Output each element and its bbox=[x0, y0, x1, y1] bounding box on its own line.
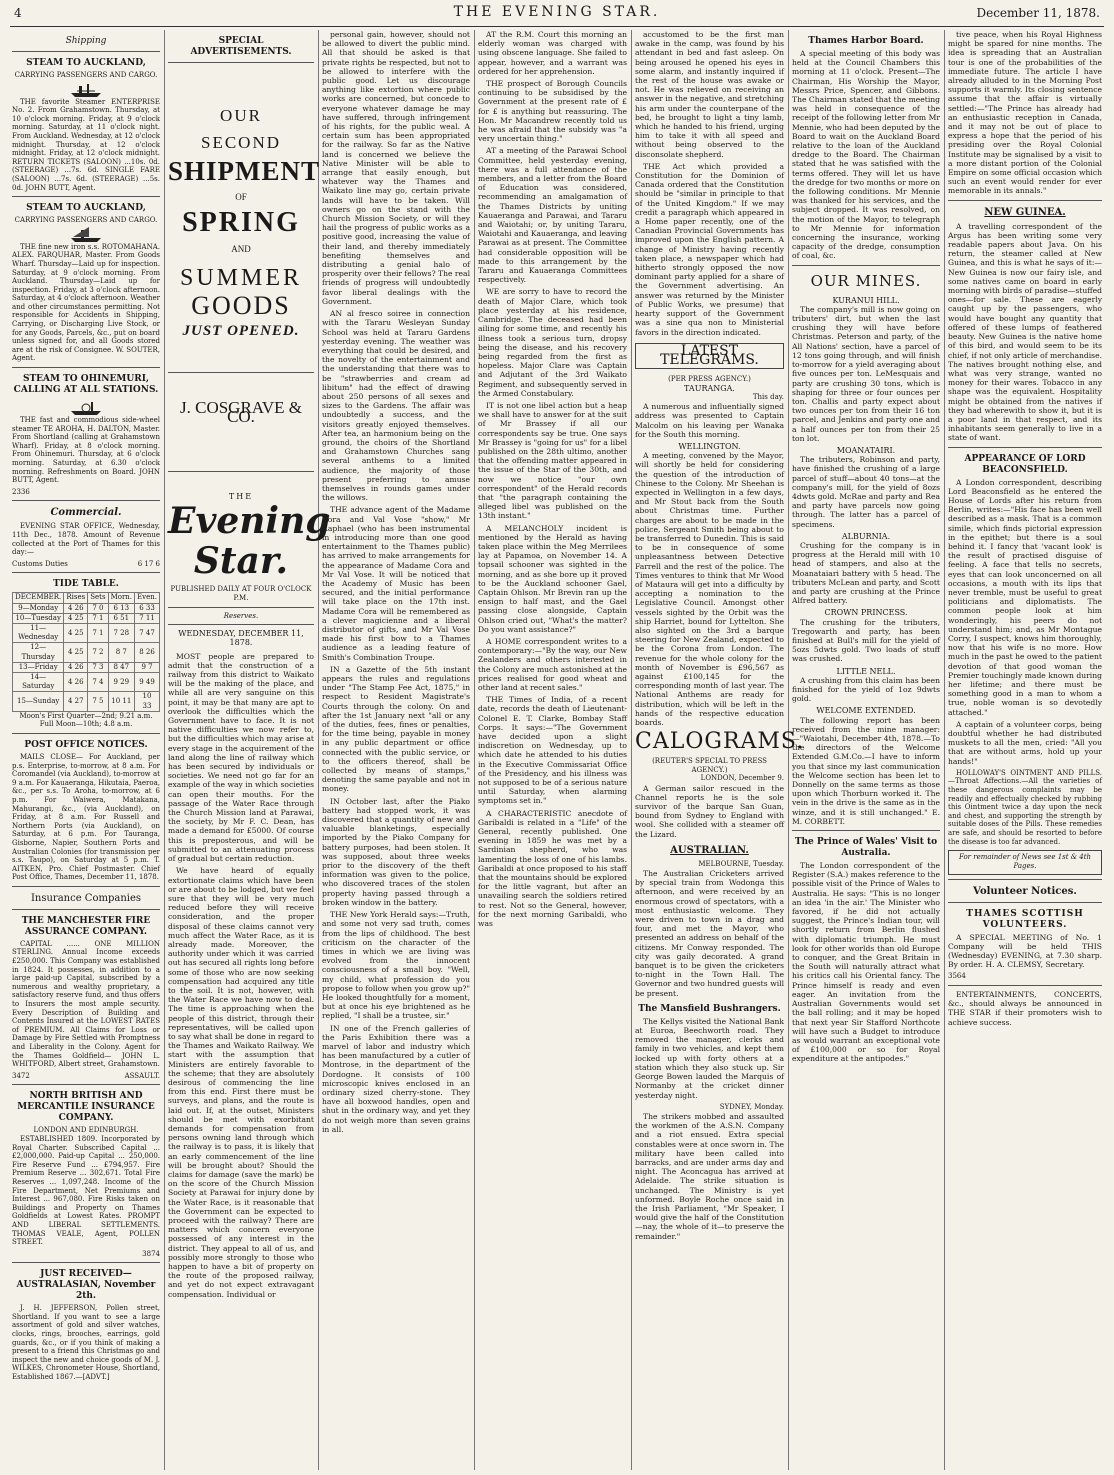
table-row bbox=[13, 643, 160, 662]
table-cell: 6 13 bbox=[108, 603, 134, 613]
ship-illustration bbox=[12, 398, 160, 416]
volunteer-notices-heading: Volunteer Notices. bbox=[973, 885, 1077, 897]
dateline-place: MELBOURNE, Tuesday. bbox=[698, 859, 784, 868]
mine-report: The following report has been received from the mine manager:—"Waiotahi, December 4th, 1878.—To the directors of the Welcome Extended G.M.Co.—I have to inform you that since my last communication the Welcome section has been let to Donnelly on the same terms as those upon which Thorburn worked it. The vein in the drive is the same as in the winze, and it is still unchanged." E. M. CORBETT. bbox=[792, 715, 940, 826]
page-header bbox=[0, 0, 1114, 26]
table-cell: 7 1 bbox=[88, 613, 108, 623]
telegram-text: The strikers mobbed and assaulted the workmen of the A.S.N. Company and a riot ensued. Extra special constables were at once sworn in. The military have been called into barracks, and are under arms day and night. The Aconcagua has arrived at Adelaide. The strike situation is unchanged. The Ministry is yet unformed. Boyle Roche once said in the Irish Parliament, "Mr Speaker, I would give the half of the Constitution—nay, the whole of it—to preserve the remainder." bbox=[635, 1111, 784, 1241]
customs-label: Customs Duties bbox=[12, 559, 68, 568]
ad-footer bbox=[12, 1072, 160, 1081]
dateline-time: This day. bbox=[752, 392, 784, 401]
ad-body: CAPITAL ...... ONE MILLION STERLING. Annual Income exceeds £250,000. This Company was established in 1824. It possesses, in addition to a large paid-up Capital, subscribed by a numerous and wealthy proprietary, a satisfactory reserve fund, and thus offers to Insurers the most ample security. Every Description of Building and Contents Insured at the LOWEST RATES of PREMIUM. All Claims for Loss or Damage by Fire Settled with Promptness and Liberality in the Colony. Agent for the Thames Goldfield— JOHN L. WHITFORD, Albert street, Grahamstown. bbox=[12, 939, 160, 1069]
divider bbox=[12, 909, 160, 910]
publication-note: PUBLISHED DAILY AT FOUR O'CLOCK P.M. bbox=[170, 585, 312, 603]
ad-title: NORTH BRITISH AND MERCANTILE INSURANCE COMPANY. bbox=[17, 1091, 155, 1124]
ad-body: ENTERTAINMENTS, CONCERTS, &c., should always be announced in THE STAR if their promoters wish to achieve success. bbox=[948, 989, 1102, 1027]
table-cell: 4 25 bbox=[64, 643, 88, 662]
masthead: Evening Star. bbox=[168, 500, 331, 583]
divider bbox=[168, 607, 314, 608]
article-paragraph: THE Act which provided a Constitution for the Dominion of Canada ordered that the Constitution should be "similar in principle to that of the United Kingdom." If we may credit a paragraph which appeared in a Home paper recently, one of the Canadian Provincial Governments has improved upon the English pattern. A change of Ministry having recently taken place, a newspaper which had hitherto strongly opposed the now dominant party applied for a share of the Government advertising. An answer was returned by the Minister of Public Works, we presume) that hearty support of the Government was a sine qua non to Ministerial favors in the direction indicated. bbox=[635, 161, 784, 337]
section-heading: Shipping bbox=[65, 36, 107, 46]
table-cell: 4 25 bbox=[64, 623, 88, 642]
mine-report: The tributers, Robinson and party, have finished the crushing of a large parcel of stuff—about 40 tons—at the company's mill, for the yield of 8ozs 4dwts gold. McRae and party and Rea and party have parcels now going through. The latter has a parcel of specimens. bbox=[792, 455, 940, 529]
article-heading: The Prince of Wales' Visit to Australia. bbox=[794, 837, 938, 859]
ad-number: 3564 bbox=[948, 972, 966, 981]
mine-report: The crushing for the tributers, Tregowarth and party, has been finished at Bull's mill for the yield of 5ozs 5dwts gold. Two loads of stuff was crushed. bbox=[792, 617, 940, 664]
ad-body: A SPECIAL MEETING of No. 1 Company will be held THIS (Wednesday) EVENING, at 7.30 sharp. By order. H. A. CLEMSY, Secretary. bbox=[948, 932, 1102, 970]
article-heading: NEW GUINEA. bbox=[984, 206, 1066, 218]
article-paragraph: A travelling correspondent of the Argus has been writing some very readable papers about Java. On his return, the steamer called at New Guinea, and this is what he says of it:—New Guinea is now our fairy isle, and some natives came on board in early morning with birds of paradise—stuffed ones—for sale. These are eagerly caught up by the passengers, who would have bought any quantity that offered of these lumps of feathered beauty. New Guinea is the native home of this bird, and would seem to be its chief, if not only article of merchandise. The natives brought nothing else, and what was very strange, wanted no money for their wares. Tobacco in any shape was the equivalent. Hospitality might be obtained from the natives if they had wherewith to show it, but it is a poor land in that respect, and its inhabitants seem generally to live in a state of want. bbox=[948, 221, 1102, 443]
table-cell: 4 25 bbox=[64, 613, 88, 623]
article-heading: Thames Harbor Board. bbox=[808, 36, 924, 46]
table-cell: 6 51 bbox=[108, 613, 134, 623]
table-row bbox=[13, 603, 160, 613]
article-paragraph: IN a Gazette of the 5th instant appears the rules and regulations under "The Stamp Fee Act, 1875," in respect to Resident Magistrate's Courts through the colony. On and after the 1st January next "all or any of the duties, fees, fines or penalties, for the time being, payable in money in any public department or office connected with the public service, or to the officers thereof, shall be collected by means of stamps," denoting the same payable and not in money. bbox=[322, 664, 470, 794]
table-row bbox=[13, 692, 160, 711]
article-paragraph: THE Times of India, of a recent date, records the death of Lieutenant-Colonel E. T. Clarke, Bombay Staff Corps. It says:—"The Government have decided upon a slight indiscretion on Wednesday, up to which date he attended to his duties in the Executive Commissariat Office of the Presidency, and his illness was not supposed to be of a serious nature until Saturday, when alarming symptoms set in." bbox=[478, 695, 627, 806]
divider bbox=[792, 830, 940, 831]
dateline-place: LONDON, December 9. bbox=[700, 774, 784, 783]
divider bbox=[12, 51, 160, 52]
column-divider bbox=[164, 30, 165, 1470]
table-cell: 10—Tuesday bbox=[13, 613, 64, 623]
article-paragraph: THE prospect of Borough Councils continuing to be subsidised by the Government at the present rate of £ for £ is anything but reassuring. The Hon. Mr Macandrew recently told us he was afraid that the subsidy was "a very uncertain thing." bbox=[478, 79, 627, 144]
steamer-icon bbox=[69, 225, 103, 243]
divider bbox=[168, 471, 314, 472]
table-row bbox=[13, 623, 160, 642]
article-paragraph: THE New York Herald says:—Truth, and some not very sad truth, comes from the lips of childhood. The best criticism on the character of the times in which we are living was evolved from the innocent consciousness of a small boy. "Well, my child, what profession do you propose to follow when you grow up?" He looked thoughtfully for a moment, but at once his eye brightened as he replied, "I shall be a trustee, sir." bbox=[322, 910, 470, 1021]
special-ads-heading: SPECIAL ADVERTISEMENTS. bbox=[190, 36, 292, 57]
ad-line: SUMMER bbox=[179, 265, 303, 292]
table-cell: 4 26 bbox=[64, 603, 88, 613]
divider bbox=[12, 733, 160, 734]
ad-title: STEAM TO AUCKLAND, bbox=[26, 203, 146, 214]
table-header-row bbox=[13, 593, 160, 603]
ad-number: 3472 bbox=[12, 1071, 30, 1080]
ad-tag: ASSAULT. bbox=[124, 1071, 160, 1080]
column-header: Rises bbox=[64, 593, 88, 603]
divider bbox=[948, 200, 1102, 201]
editorial-paragraph: MOST people are prepared to admit that the construction of a railway from this district to Waikato will be the making of the place, and while all are very sanguine on this point, it may be that many are apt to overlook the difficulties which the Government have to face. It is not native difficulties we now refer to, but the difficulties which may arise at every stage in the acquirement of the land along the line of railway which has been secured by individuals or societies. We need not go far for an example of the way in which societies can open their mouths. For the passage of the Water Race through the Church Mission land at Parawai, the society, by Mr F. C. Dean, has made a demand for £5000. Of course this is preposterous, and will be submitted to an attenuating process of gradual but certain reduction. bbox=[168, 651, 314, 864]
column-header: Sets bbox=[88, 593, 108, 603]
masthead-the: THE bbox=[228, 492, 254, 502]
ad-subtitle: CARRYING PASSENGERS AND CARGO. bbox=[14, 71, 158, 79]
table-cell: 9—Monday bbox=[13, 603, 64, 613]
table-cell: 9 7 bbox=[135, 662, 160, 672]
article-paragraph: A London correspondent, describing Lord Beaconsfield as he entered the House of Lords after his return from Berlin, writes:—"His face has been well described as a mask. That is a common simile, which finds pictorial expression in the epithet; but there is a soul behind it. I fancy that 'vacant look' is the result of practised disguise of feeling. A face that tells no secrets, eyes that can look unconcerned on all occasions, a mouth with its lips that never tremble, must be useful to great politicians and diplomatists. The common people look at him wonderingly, his peers do not understand him; and, as Mr Montague Corry, I suspect, knows him thoroughly, now that his wife is no more. How much in the past he owed to the patient devotion of that good woman the Premier touchingly made known during her lifetime; and there must be something good in a man to whom a true, noble woman is so devotedly attached." bbox=[948, 477, 1102, 717]
ad-line: AND bbox=[231, 244, 251, 255]
article-paragraph: WE are sorry to have to record the death of Major Clare, which took place yesterday at his residence, Cambridge. The deceased had been ailing for some time, and recently his illness took a serious turn, dropsy being the disease, and his recovery being regarded from the first as hopeless. Major Clare was Captain and Adjutant of the 3rd Waikato Regiment, and subsequently served in the Armed Constabulary. bbox=[478, 287, 627, 398]
column-divider bbox=[318, 30, 319, 1470]
ship-illustration bbox=[12, 80, 160, 98]
table-cell: 13—Friday bbox=[13, 662, 64, 672]
table-cell: 7 11 bbox=[135, 613, 160, 623]
table-cell: 7 5 bbox=[88, 692, 108, 711]
ad-line: SHIPMENT bbox=[168, 156, 321, 187]
divider bbox=[168, 624, 314, 625]
table-cell: 10 33 bbox=[135, 692, 160, 711]
column-header: Morn. bbox=[108, 593, 134, 603]
article-heading: The Mansfield Bushrangers. bbox=[638, 1003, 781, 1014]
commercial-body: EVENING STAR OFFICE, Wednesday, 11th Dec., 1878. Amount of Revenue collected at the Port of Thames for this day:— bbox=[12, 522, 160, 557]
ad-title: STEAM TO AUCKLAND, bbox=[26, 58, 146, 68]
telegram-text: The Australian Cricketers arrived by special train from Wodonga this afternoon, and were received by an enormous crowd of spectators, with a most enthusiastic welcome. They were driven to town in a drag and four, and met the Mayor, who presented an address on behalf of the citizens. Mr Conway responded. The city was gaily decorated. A grand banquet is to be given the cricketers to-night in the Town Hall. The Governor and two hundred guests will be present. bbox=[635, 869, 784, 998]
article-heading: APPEARANCE OF LORD BEACONSFIELD. bbox=[964, 453, 1086, 475]
dateline-place: WELLINGTON. bbox=[678, 441, 741, 451]
dateline-place: SYDNEY, Monday. bbox=[719, 1102, 784, 1111]
ad-line: JUST OPENED. bbox=[182, 322, 300, 339]
column-divider bbox=[474, 30, 475, 1470]
table-cell: 8 47 bbox=[108, 662, 134, 672]
column-header: Even. bbox=[135, 593, 160, 603]
ad-title: JUST RECEIVED— AUSTRALASIAN, November 2th. bbox=[16, 1269, 156, 1302]
divider bbox=[12, 1262, 160, 1263]
ad-line: SPRING bbox=[182, 206, 300, 238]
divider bbox=[168, 372, 314, 373]
telegram-text: A meeting, convened by the Mayor, will shortly be held for considering the question of the introduction of Chinese to the Colony. Mr Sheehan is expected in Wellington in a few days, and Mr Stout back from the South about Christmas time. Further charges are about to be made in the police, Sergeant Smith being about to be transferred to Dunedin. This is said to be in consequence of some unpleasantness between Detective Farrell and the rest of the police. The Times ventures to think that Mr Wood of Mataura will get into a difficulty by accepting a nomination to the Legislative Council. Amongst other vessels sighted by the Orbit was the ship Harriet, bound for Lyttelton. She also sighted on the 3rd a barque steering for New Zealand, expected to be the Corona from London. The revenue for the whole colony for the month of November is £96,567 as against £100,145 for the corresponding month of last year. The National Anthems are ready for distribution, which will be left in the hands of the respective education boards. bbox=[635, 451, 784, 728]
advertiser-name: J. COSGRAVE & CO. bbox=[179, 397, 303, 427]
article-paragraph: IN one of the French galleries of the Paris Exhibition there was a marvel of labor and industry which has been manufactured by a cutler of Montrose, in the department of the Dordogne. It consists of 100 microscopic knives enclosed in an ordinary sized cherry-stone. They have all boxwood handles, open and shut in the ordinary way, and yet they do not weigh more than seven grains in all. bbox=[322, 1023, 470, 1134]
latest-telegrams-heading: LATEST TELEGRAMS. bbox=[635, 343, 784, 369]
column-1 bbox=[12, 30, 160, 1470]
divider bbox=[12, 500, 160, 501]
divider bbox=[948, 985, 1102, 986]
telegram-text: A numerous and influentially signed address was presented to Captain Malcolm on his leaving per Wanaka for the South this morning. bbox=[635, 402, 784, 439]
article-paragraph: The Kellys visited the National Bank at Euroa, Beechworth road. They removed the manager, clerks and family in two vehicles, and kept them locked up with forty others at a station which they also stuck up. Sir George Bowen lauded the Marquis of Normanby at the cricket dinner yesterday night. bbox=[635, 1016, 784, 1100]
mine-name: MOANATAIRI. bbox=[836, 445, 896, 455]
tide-table bbox=[12, 592, 160, 711]
divider bbox=[948, 902, 1102, 903]
divider bbox=[12, 572, 160, 573]
table-cell: 7 2 bbox=[88, 643, 108, 662]
article-paragraph: IT is not one libel action but a heap we shall have to answer for at the suit of Mr Brassey if all our correspondents say be true. One says Mr Brassey is "going for us" for a libel published on the 28th ultimo, another that the offending matter appeared in the issue of the Star of the 30th, and now we notice "our own correspondent" of the Herald records that "the paragraph containing the alleged libel was published on the 13th instant." bbox=[478, 400, 627, 521]
page-number: 4 bbox=[14, 6, 22, 20]
article-paragraph: A HOME correspondent writes to a contemporary:—"By the way, our New Zealanders and others interested in the Colony are much astonished at the prices realised for good wheat and other land at recent sales." bbox=[478, 637, 627, 693]
article-paragraph: A CHARACTERISTIC anecdote of Garibaldi is related in a "Life" of the General, recently published. One evening in 1859 he was met by a Sardinian shepherd, who was lamenting the loss of one of his lambs. Garibaldi at once proposed to his staff that the mountains should be explored for the little vagrant, but after an unavailing search the soldiers retired to rest. Not so the General, however, for the next morning Garibaldi, who was bbox=[478, 808, 627, 929]
column-6 bbox=[792, 30, 940, 1470]
reserves-note: Reserves. bbox=[223, 611, 259, 620]
article-paragraph: A captain of a volunteer corps, being doubtful whether he had distributed muskets to all the men, cried: "All you that are without arms, hold up your hands!" bbox=[948, 719, 1102, 766]
ad-title: THE MANCHESTER FIRE ASSURANCE COMPANY. bbox=[21, 915, 151, 937]
ad-line: SECOND bbox=[200, 133, 281, 153]
column-header: DECEMBER. bbox=[13, 593, 64, 603]
mines-heading: OUR MINES. bbox=[810, 271, 922, 290]
table-cell: 14—Saturday bbox=[13, 672, 64, 691]
customs-row bbox=[12, 560, 160, 569]
ad-body: ESTABLISHED 1809. Incorporated by Royal Charter. Subscribed Capital ... £2,000,000. Paid-up Capital ... 250,000. Fire Reserve Fund ... £794,957. Fire Premium Reserve ... 302,671. Total Fire Reserves ... 1,097,248. Income of the Fire Department, Net Premiums and Interest ... 967,080. Fire Risks taken on Buildings and Property on Thames Goldfields at Lowest Rates. PROMPT AND LIBERAL SETTLEMENTS. THOMAS VEALE, Agent, POLLEN STREET. bbox=[12, 1134, 160, 1247]
mine-name: LITTLE NELL. bbox=[836, 666, 896, 676]
tide-table-heading: TIDE TABLE. bbox=[53, 579, 119, 590]
divider bbox=[12, 196, 160, 197]
column-7 bbox=[948, 30, 1102, 1470]
ship-illustration bbox=[12, 225, 160, 243]
mine-name: WELCOME EXTENDED. bbox=[816, 706, 916, 716]
column-4 bbox=[478, 30, 627, 1470]
ad-title: THAMES SCOTTISH VOLUNTEERS. bbox=[966, 908, 1084, 930]
divider bbox=[792, 265, 940, 266]
divider bbox=[12, 886, 160, 887]
ad-line: OF bbox=[235, 191, 247, 202]
article-paragraph: The London correspondent of the Register (S.A.) makes reference to the possible visit of the Prince of Wales to Australia. He says: "This is no longer an idea 'in the air.' The Minister who favored, if he did not actually suggest, the Prince's Indian tour, will shortly return from Berlin flushed with diplomatic triumph. He must look for other worlds than old Europe to conquer, and the Great Britain in the South will naturally attract what his critics call his Oriental fancy. The Prince himself is ready and even eager. An invitation from the Australian Governments would set the ball rolling; and it may be hoped that next year Sir Stafford Northcote will have such a Budget to introduce as would warrant an exceptional vote of £100,000 or so for Royal expenditure at the antipodes." bbox=[792, 861, 940, 1064]
ad-title: STEAM TO OHINEMURI, CALLING AT ALL STATIONS. bbox=[13, 374, 159, 396]
table-cell: 9 29 bbox=[108, 672, 134, 691]
mine-report: The company's mill is now going on tributers' dirt, but when the last crushing they will have before Christmas. Peterson and party, of the All Nations' section, have a parcel of 12 tons going through, and will finish to-morrow for a yield averaging about five ounces per ton. LeMesquais and party are crushing 30 tons, which is shaping for three or four ounces per ton. Challis and party expect about two ounces per ton from their 16 ton parcel, and Jenkins and party one and a half ounces per ton from their 25 ton lot. bbox=[792, 304, 940, 443]
table-cell: 7 3 bbox=[88, 662, 108, 672]
header-rule bbox=[10, 26, 1104, 27]
editorial-dateline: WEDNESDAY, DECEMBER 11, 1878. bbox=[178, 629, 304, 648]
ad-subtitle: CARRYING PASSENGERS AND CARGO. bbox=[14, 216, 158, 225]
divider bbox=[948, 447, 1102, 448]
patent-medicine-ad: HOLLOWAY'S OINTMENT AND PILLS.—Throat Affections.—All the varieties of these dangerous complaints may be readily and effectually checked by rubbing this Ointment twice a day upon the neck and chest, and supporting the strength by suitable doses of the Pills. These remedies are safe, and should be resorted to before the disease is too far advanced. bbox=[948, 768, 1102, 846]
telegram-text: A German sailor rescued in the Channel reports he is the sole survivor of the barque San Guan, bound from Sydney to England with wool. She collided with a steamer off the Lizard. bbox=[635, 783, 784, 839]
cosgrave-advertisement bbox=[168, 67, 321, 427]
table-cell: 7 1 bbox=[88, 623, 108, 642]
table-row bbox=[13, 672, 160, 691]
article-paragraph: accustomed to be the first man awake in the camp, was found by his attendant in bed and fast asleep. On being aroused he opened his eyes in some alarm, and instantly inquired if the rest of the house was awake or not. He was relieved on receiving an answer in the negative, and stretching his arm under the counterpane of the bed, he brought to light a tiny lamb, which he handed to his friend, urging him to take it with all speed and without being observed to the disconsolate shepherd. bbox=[635, 30, 784, 159]
table-row bbox=[13, 613, 160, 623]
steamer-icon bbox=[69, 398, 103, 416]
article-paragraph: A MELANCHOLY incident is mentioned by the Herald as having taken place within the Meg Merrilees lay at Papamoa, on November 14. A topsail schooner was sighted in the morning, and as she bore up it proved to be the Auckland schooner Gael, Captain Ohlson. Mr Brevin ran up the ensign to half mast, and the Gael passing close alongside, Captain Ohlson cried out, "What's the matter? Do you want assistance?" bbox=[478, 523, 627, 634]
ad-line: GOODS bbox=[191, 291, 291, 321]
continuation-note: For remainder of News see 1st & 4th Pages. bbox=[948, 850, 1102, 874]
ad-line: OUR bbox=[220, 106, 262, 125]
table-cell: 7 47 bbox=[135, 623, 160, 642]
ad-number: 3874 bbox=[142, 1249, 160, 1258]
newspaper-title: THE EVENING STAR. bbox=[453, 4, 661, 20]
mine-name: CROWN PRINCESS. bbox=[824, 608, 908, 618]
table-cell: 4 26 bbox=[64, 662, 88, 672]
table-cell: 12—Thursday bbox=[13, 643, 64, 662]
column-divider bbox=[631, 30, 632, 1470]
ad-body: THE favorite Steamer ENTERPRISE No. 2. From Grahamstown. Thursday, at 10 o'clock morning. Friday, at 9 o'clock morning. Saturday, at 11 o'clock night. From Auckland. Wednesday, at 12 o'clock midnight. Thursday, at 12 o'clock midnight. Friday, at 12 o'clock midnight. RETURN TICKETS (SALOON) ...10s. 0d. (STEERAGE) ...7s. 6d. SINGLE FARE (SALOON) ...7s. 6d. (STEERAGE) ...5s. 0d. JOHN BUTT, Agent. bbox=[12, 97, 160, 192]
ad-number: 2336 bbox=[12, 487, 30, 496]
divider bbox=[168, 62, 314, 63]
divider bbox=[12, 1084, 160, 1085]
table-cell: 11—Wednesday bbox=[13, 623, 64, 642]
table-cell: 8 7 bbox=[108, 643, 134, 662]
article-paragraph: THE advance agent of the Madame Cora and Val Vose "show," Mr Raphael (who has been instrumental in introducing more than one good entertainment to the Thames public) has arrived to make arrangements for the appearance of Madame Cora and Mr Val Vose. It will be noticed that the Academy of Music has been secured, and the initial performance will take place on the 17th inst. Madame Cora will be remembered as a clever magicienne and a liberal distributor of gifts, and Mr Val Vose made his first bow to a Thames audience as a leading feature of Smith's Combination Troupe. bbox=[322, 505, 470, 662]
divider bbox=[948, 879, 1102, 880]
page-date: December 11, 1878. bbox=[976, 6, 1100, 20]
dateline-place: TAURANGA. bbox=[684, 383, 735, 393]
editorial-paragraph: We have heard of equally extortionate claims which have been or are about to be lodged, but we feel sure that they will be very much reduced before they will receive consideration, and the proper disposal of these claims cannot very much affect the Water Race, as it is already made. Moreover, the authority under which it was carried out has secured all rights long before some of those who are now seeking compensation had acquired any title to the soil. It is not, however, with the Water Race we have now to deal. The time is approaching when the people of this district, through their representatives, will be called upon to say what shall be done in regard to the Thames and Waikato Railway. We start with the assumption that Ministers are entirely favorable to the scheme; that they are absolutely desirous of commencing the line from this end. First there must be surveys, and plans, and the route is laid out. If, at the outset, Ministers should be met with exorbitant demands for compensation from persons owning land through which the railway is to pass, it is likely that an early commencement of the line will be brought about? Should the claims for damage (save the mark) be on the score of the Church Mission Society at Parawai for injury done by the Water Race, is it reasonable that the Government can be expected to proceed with the railway? There are matters which concern everyone possessed of any interest in the district. They appeal to all of us, and possibly more strongly to those who happen to have a bit of property on the route of the proposed railway, and yet do not expect extravagant compensation. Individual or bbox=[168, 866, 314, 1299]
table-row bbox=[13, 662, 160, 672]
table-cell: 4 26 bbox=[64, 672, 88, 691]
calograms-source: (REUTER'S SPECIAL TO PRESS AGENCY.) bbox=[652, 757, 767, 774]
mine-report: A crushing from this claim has been finished for the yield of 1oz 9dwts gold. bbox=[792, 675, 940, 704]
table-cell: 4 27 bbox=[64, 692, 88, 711]
article-paragraph: personal gain, however, should not be allowed to divert the public mind. All that should be asked is that private rights be respected, but not to be allowed to interfere with the public good. Let us discourage anything like extortion where public works are concerned, but concede to everyone whatever damage he may have suffered, through infringement of his rights, for the public weal. A certain sum has been appropriated for the railway. So far as the Native land is concerned we believe the Native Minister will be able to arrange that easily enough, but whatever way the Thames and Waikato line may go, certain private lands will have to be taken. Will owners go on the stand with the Church Mission Society, or will they hail the progress of public works as a positive good, increasing the value of their land, and thereby immediately benefiting themselves and distributing a genial halo of prosperity over their fellows? The real friends of progress will undoubtedly favor liberal dealings with the Government. bbox=[322, 30, 470, 306]
mine-name: ALBURNIA. bbox=[841, 531, 891, 541]
column-divider bbox=[944, 30, 945, 1470]
steamer-icon bbox=[69, 80, 103, 98]
ad-subtitle: LONDON AND EDINBURGH. bbox=[33, 1126, 139, 1135]
table-cell: 8 26 bbox=[135, 643, 160, 662]
article-paragraph: tive peace, when his Royal Highness might be spared for nine months. The idea is spreading that an Australian tour is one of the probabilities of the immediate future. The article I have already alluded to in the Morning Post supports it warmly. Its closing sentence assume that the affair is virtually settled:—"The Prince has already had an enthusiastic reception in Canada, and it may not be out of place to express a hope that the period of his presiding over the Royal Colonial Institute may be signalised by a visit to a more distant portion of the Colonial Empire on some official occasion which such an event would render for ever memorable in its annals." bbox=[948, 30, 1102, 196]
article-paragraph: AT the R.M. Court this morning an elderly woman was charged with using obscene language. She failed to appear, however, and a warrant was ordered for her apprehension. bbox=[478, 30, 627, 76]
table-cell: 7 4 bbox=[88, 672, 108, 691]
customs-value: 6 17 6 bbox=[137, 559, 160, 568]
ad-body: THE fast and commodious side-wheel steamer TE AROHA, H. DALTON, Master. From Shortland (calling at Grahamstown Wharf). Friday, at 8 o'clock morning. From Ohinemuri. Thursday, at 6 o'clock morning. Saturday, at 6.30 o'clock morning. Refreshments on Board. JOHN BUTT, Agent. bbox=[12, 416, 160, 485]
column-3 bbox=[322, 30, 470, 1470]
column-2 bbox=[168, 30, 331, 1470]
commercial-heading: Commercial. bbox=[50, 507, 122, 519]
insurance-heading: Insurance Companies bbox=[30, 892, 142, 904]
divider bbox=[12, 367, 160, 368]
post-office-body: MAILS CLOSE— For Auckland, per p.s. Enterprise, to-morrow, at 8 a.m. For Coromandel (via Auckland), to-morrow at 9 a.m. For Kauaeranga, Hikutaia, Paeroa, &c., per s.s. To Aroha, to-morrow, at 6 p.m. For Waiwera, Matakana, Mahurangi, &c., (via Auckland), on Friday, at 8 a.m. For Russell and Northern Ports (via Auckland), on Saturday, at 6 p.m. For Tauranga, Gisborne, Napier, Southern Ports and Australian Colonies (for transmission per s.s. Taupo), on Saturday at 5 p.m. T. AITKEN, Pro. Chief Postmaster. Chief Post Office, Thames, December 11, 1878. bbox=[12, 752, 160, 882]
telegrams-source: (PER PRESS AGENCY.) bbox=[668, 375, 751, 384]
article-paragraph: IN October last, after the Piako battery had stopped work, it was discovered that a quantity of new and valuable blanketings, especially imported by the Piako Company for battery purposes, had been stolen. It was supposed, about three weeks prior to the discovery of the theft information was given to the police, who discovered traces of the stolen property having passed through a broken window in the battery. bbox=[322, 796, 470, 907]
mine-name: KURANUI HILL. bbox=[832, 295, 900, 305]
table-cell: 15—Sunday bbox=[13, 692, 64, 711]
table-cell: 10 11 bbox=[108, 692, 134, 711]
ad-body: THE fine new iron s.s. ROTOMAHANA. ALEX. FARQUHAR, Master. From Goods Wharf. Thursday—Laid up for inspection. Saturday, at 9 o'clock morning. From Auckland. Thursday—Laid up for inspection. Friday, at 3 o'clock afternoon. Saturday, at 4 o'clock afternoon. Weather and other circumstances permitting. Not responsible for Accidents in Shipping, Carrying, or Discharging Live Stock, or for any Goods, Parcels, &c., put on board unless signed for, and all Goods stored are at the risk of Consignee. W. SOUTER, Agent. bbox=[12, 242, 160, 363]
table-cell: 6 33 bbox=[135, 603, 160, 613]
moon-phases: Moon's First Quarter—2nd; 9.21 a.m. Full Moon—10th; 4.8 a.m. bbox=[19, 711, 153, 729]
post-office-heading: POST OFFICE NOTICES. bbox=[24, 739, 148, 750]
table-cell: 9 49 bbox=[135, 672, 160, 691]
calograms-heading: CALOGRAMS. bbox=[635, 729, 805, 755]
article-paragraph: A special meeting of this body was held at the Council Chambers this morning at 11 o'clock. Present—The Chairman, His Worship the Mayor, Messrs Price, Spencer, and Gibbons. The Chairman stated that the meeting was held in consequence of the receipt of the following letter from Mr Mennie, who had been deputed by the Board to wait on the Auckland Board relative to the loan of the Auckland dredge to the Board. The Chairman stated that he was satisfied with the terms offered. They will let us have the dredge for two months or more on the following conditions. Mr Mennie was thanked for his services, and the subject dropped. It was resolved, on the motion of the Mayor, to telegraph to Mr Mennie for information concerning the insurance, working capacity of the dredge, consumption of coal, &c. bbox=[792, 49, 940, 261]
table-cell: 7 0 bbox=[88, 603, 108, 613]
column-5 bbox=[635, 30, 805, 1470]
article-paragraph: AN al fresco soiree in connection with the Tararu Wesleyan Sunday School was held at Tararu Gardens yesterday evening. The weather was everything that could be desired, and the novelty of the entertainment and the understanding that there was to be "strawberries and cream ad libitum" had the effect of drawing about 250 persons of all sexes and sizes to the Gardens. The affair was undoubtedly a success, and the visitors greatly enjoyed themselves. After tea, an harmonium being on the ground, the choirs of the Shortland and Grahamstown Churches sang several anthems to a limited audience, the majority of those present preferring to amuse themselves in rounds games under the willows. bbox=[322, 309, 470, 503]
ad-body: J. H. JEFFERSON, Pollen street, Shortland. If you want to see a large assortment of gold and silver watches, clocks, rings, brooches, earrings, gold guards, &c., or if you think of making a present to a friend this Christmas go and inspect the new and choice goods of M. J. WILKES, Chronometer House, Shortland, Established 1867.—[ADVT.] bbox=[12, 1304, 160, 1382]
article-paragraph: AT a meeting of the Parawai School Committee, held yesterday evening, there was a full attendance of the members, and a letter from the Board of Education was considered, recommending an amalgamation of the Thames Districts by uniting Kauaeranga and Parawai, and Tararu and Waiotahi; or, by uniting Tararu, Waiotahi and Kauaeranga, and leaving Parawai as at present. The Committee had considerable opposition will be made to this arrangement by the Tararu and Kauaeranga Committees respectively. bbox=[478, 146, 627, 285]
australian-heading: AUSTRALIAN. bbox=[670, 844, 749, 856]
table-cell: 7 28 bbox=[108, 623, 134, 642]
mine-report: Crushing for the company is in progress at the Herald mill with 10 head of stampers, and also at the Moanataiari battery with 5 head. The tributers McLean and party, and Scott and party are crushing at the Prince Alfred battery. bbox=[792, 540, 940, 606]
